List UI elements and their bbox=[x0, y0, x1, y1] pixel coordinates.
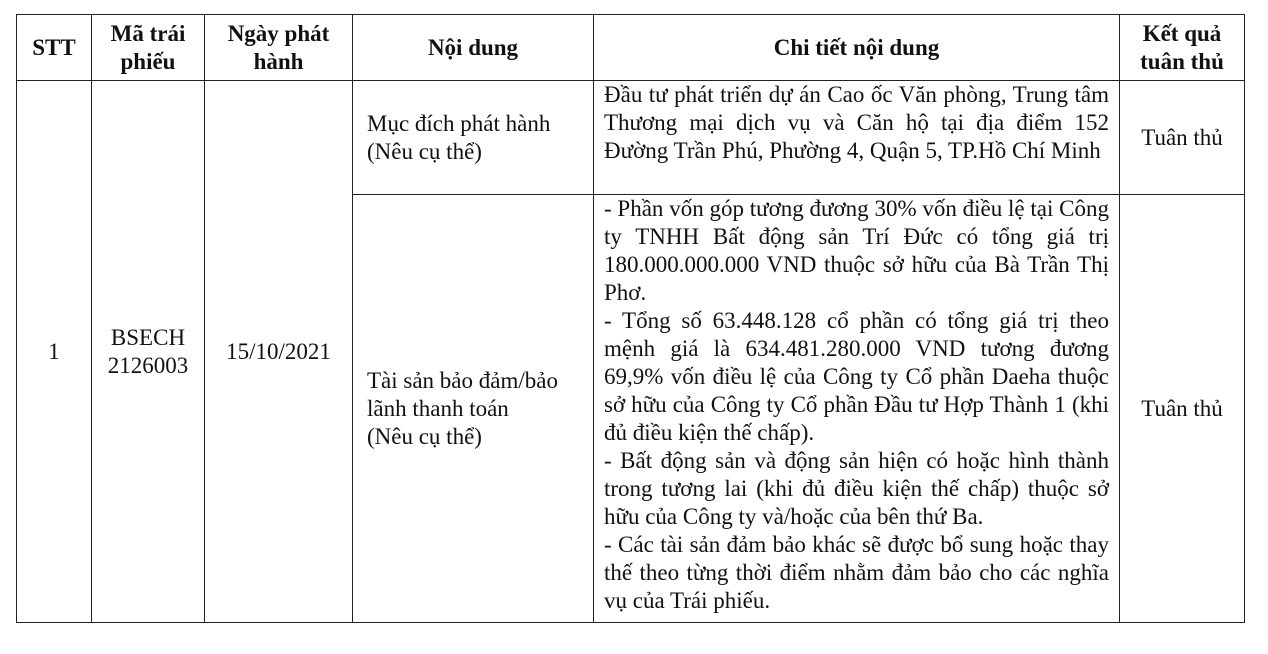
cell-chi-tiet-purpose bbox=[594, 81, 1120, 195]
bond-code-line2: 2126003 bbox=[107, 352, 189, 378]
purpose-note: (Nêu cụ thể) bbox=[367, 138, 482, 164]
cell-chi-tiet-collateral bbox=[594, 195, 1120, 623]
header-chi-tiet: Chi tiết nội dung bbox=[594, 15, 1120, 81]
header-stt: STT bbox=[17, 15, 92, 81]
collateral-item-1: - Phần vốn góp tương đương 30% vốn điều lệ tại Công ty TNHH Bất động sản Trí Đức có tổng giá trị 180.000.000.000 VND thuộc sở hữu của Bà Trần Thị Phơ. bbox=[604, 196, 1109, 305]
bond-compliance-table bbox=[16, 14, 1245, 623]
cell-stt: 1 bbox=[17, 81, 92, 623]
collateral-label-line1: Tài sản bảo đảm/bảo bbox=[367, 367, 558, 393]
header-ma-trai-phieu: Mã trái phiếu bbox=[92, 15, 205, 81]
collateral-item-2: - Tổng số 63.448.128 cổ phần có tổng giá trị theo mệnh giá là 634.481.280.000 VND tương đương 69,9% vốn điều lệ của Công ty Cổ phần Daeha thuộc sở hữu của Công ty Cổ phần Đầu tư Hợp Thành 1 (khi đủ điều kiện thế chấp). bbox=[604, 308, 1109, 445]
collateral-item-4: - Các tài sản đảm bảo khác sẽ được bổ sung hoặc thay thế theo từng thời điểm nhằm đảm bảo cho các nghĩa vụ của Trái phiếu. bbox=[604, 532, 1109, 613]
header-ngay-phat-hanh: Ngày phát hành bbox=[205, 15, 353, 81]
cell-ngay-phat-hanh: 15/10/2021 bbox=[205, 81, 353, 623]
cell-ket-qua-purpose: Tuân thủ bbox=[1120, 81, 1245, 195]
collateral-label-line2: lãnh thanh toán bbox=[367, 395, 509, 421]
header-noi-dung: Nội dung bbox=[353, 15, 594, 81]
cell-ma-trai-phieu bbox=[92, 81, 205, 623]
purpose-detail: Đầu tư phát triển dự án Cao ốc Văn phòng, Trung tâm Thương mại dịch vụ và Căn hộ tại địa điểm 152 Đường Trần Phú, Phường 4, Quận 5, TP.Hồ Chí Minh bbox=[604, 82, 1109, 163]
cell-noi-dung-collateral bbox=[353, 195, 594, 623]
table-row bbox=[17, 81, 1245, 195]
cropped-heading-strip bbox=[0, 0, 1268, 14]
cell-noi-dung-purpose bbox=[353, 81, 594, 195]
purpose-label: Mục đích phát hành bbox=[367, 110, 551, 136]
bond-code-line1: BSECH bbox=[110, 324, 186, 350]
header-ket-qua: Kết quả tuân thủ bbox=[1120, 15, 1245, 81]
collateral-item-3: - Bất động sản và động sản hiện có hoặc hình thành trong tương lai (khi đủ điều kiện thế chấp) thuộc sở hữu của Công ty và/hoặc của bên thứ Ba. bbox=[604, 448, 1109, 529]
table-header-row bbox=[17, 15, 1245, 81]
cell-ket-qua-collateral: Tuân thủ bbox=[1120, 195, 1245, 623]
collateral-note: (Nêu cụ thể) bbox=[367, 423, 482, 449]
